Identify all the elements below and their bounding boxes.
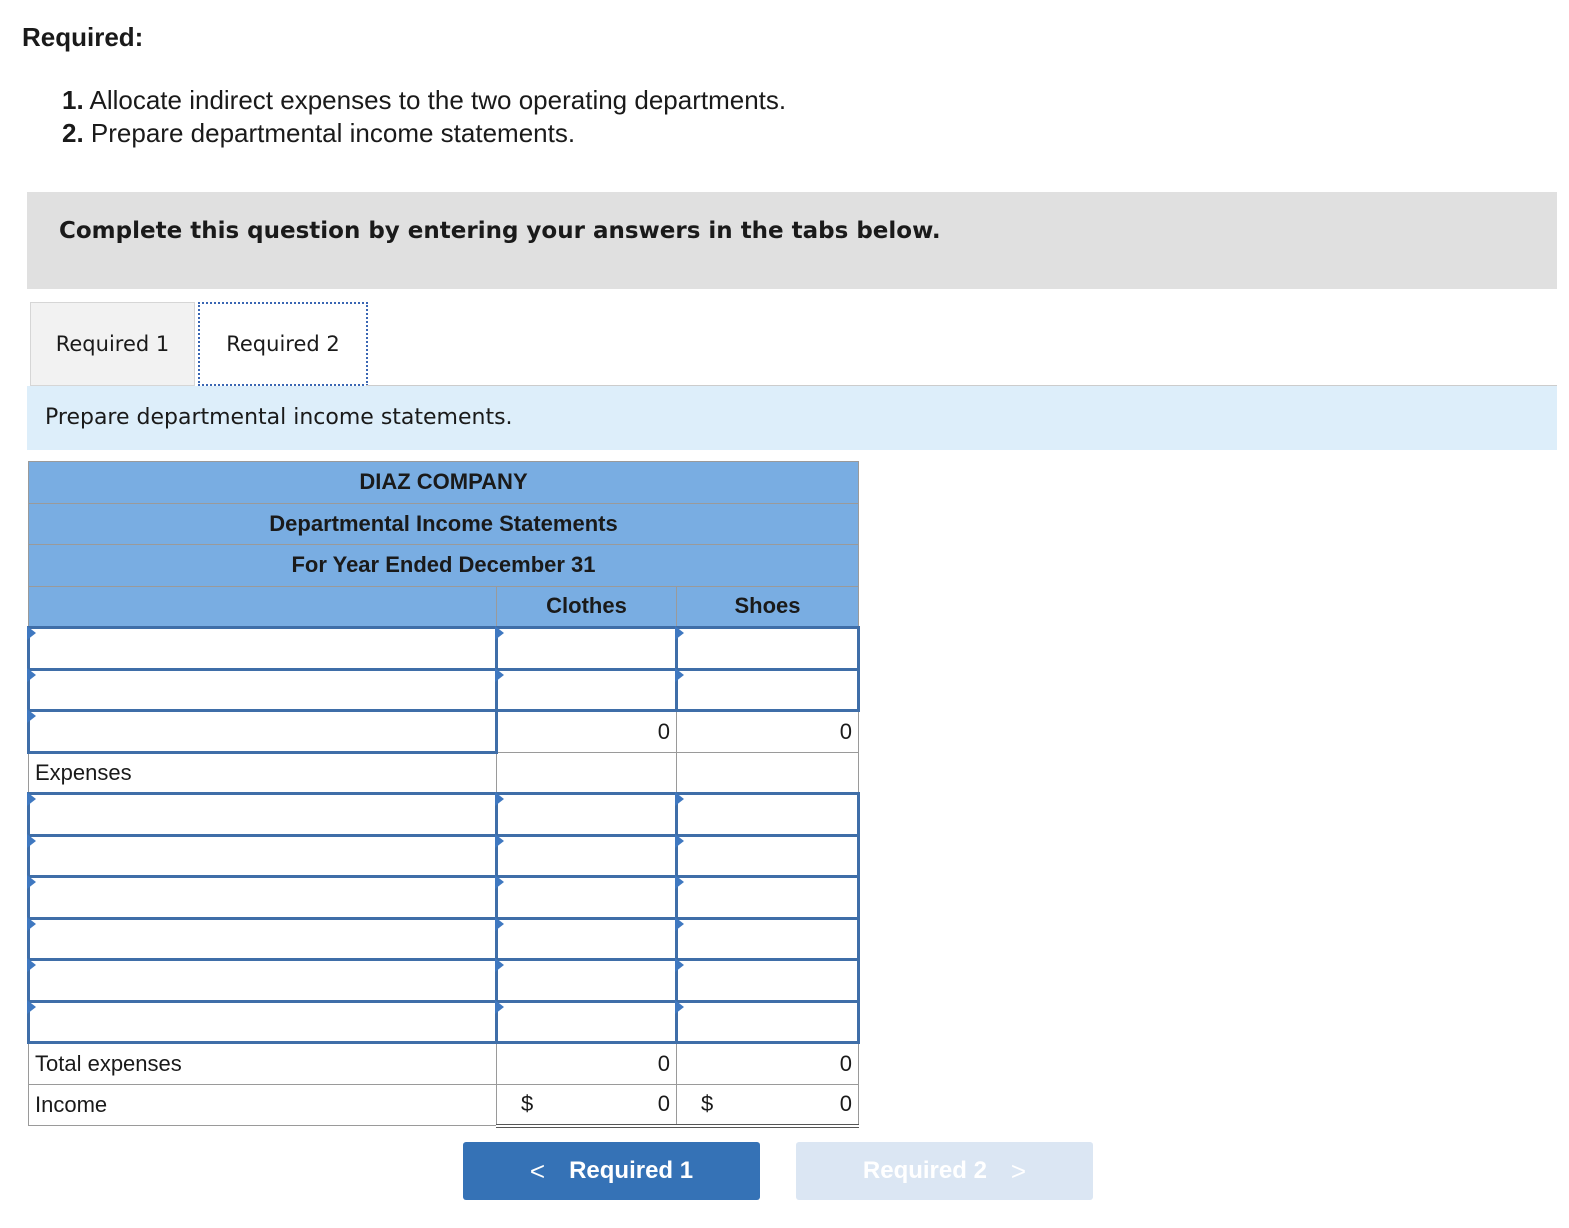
income-statement-table [27,461,860,1128]
empty-cell [497,752,677,794]
requirement-number: 2. [62,118,84,148]
shoes-income-value: 0 [839,1091,852,1116]
requirements-list [62,84,786,150]
expense-account-input[interactable] [36,920,489,959]
shoes-expense-input[interactable] [684,961,851,1000]
expense-account-cell[interactable] [29,918,497,960]
expense-account-input[interactable] [36,1003,489,1042]
requirement-text: Allocate indirect expenses to the two operating departments. [89,85,787,115]
income-row [29,1084,859,1126]
clothes-expense-cell[interactable] [497,960,677,1002]
account-input[interactable] [36,671,489,710]
shoes-amount-cell[interactable] [677,669,859,711]
statement-title: Departmental Income Statements [29,503,859,545]
account-select-cell[interactable] [29,711,497,753]
shoes-income [677,1084,859,1126]
clothes-expense-cell[interactable] [497,835,677,877]
tab-instruction-text: Prepare departmental income statements. [45,405,513,430]
account-select-cell[interactable] [29,628,497,670]
expense-account-input[interactable] [36,961,489,1000]
shoes-expense-input[interactable] [684,920,851,959]
tab-required-2[interactable]: Required 2 [198,302,368,386]
expense-account-cell[interactable] [29,835,497,877]
required-heading: Required: [22,22,144,52]
table-row [29,1001,859,1043]
expense-account-input[interactable] [36,878,489,917]
column-header-row [29,586,859,628]
shoes-expense-cell[interactable] [677,835,859,877]
header-row [29,462,859,504]
column-header-clothes: Clothes [497,586,677,628]
clothes-expense-input[interactable] [504,920,669,959]
clothes-expense-input[interactable] [504,795,669,834]
chevron-right-icon: > [1010,1155,1027,1186]
currency-symbol: $ [701,1091,714,1116]
requirement-number: 1. [62,85,84,115]
banner-text: Complete this question by entering your answers in the tabs below. [59,218,941,244]
table-row [29,835,859,877]
statement-period: For Year Ended December 31 [29,545,859,587]
shoes-expense-cell[interactable] [677,877,859,919]
clothes-expense-cell[interactable] [497,877,677,919]
clothes-income [497,1084,677,1126]
expenses-label-row [29,752,859,794]
shoes-amount-input[interactable] [684,629,851,668]
expense-account-input[interactable] [36,795,489,834]
clothes-total-expenses: 0 [497,1043,677,1085]
total-expenses-row [29,1043,859,1085]
next-required-2-button[interactable] [796,1142,1093,1200]
clothes-expense-cell[interactable] [497,918,677,960]
clothes-expense-cell[interactable] [497,1001,677,1043]
shoes-expense-input[interactable] [684,795,851,834]
shoes-expense-cell[interactable] [677,918,859,960]
shoes-expense-input[interactable] [684,878,851,917]
shoes-expense-input[interactable] [684,1003,851,1042]
table-row [29,960,859,1002]
table-row [29,794,859,836]
table-row [29,669,859,711]
shoes-expense-cell[interactable] [677,1001,859,1043]
income-label: Income [29,1084,497,1126]
table-row [29,628,859,670]
clothes-income-value: 0 [657,1091,670,1116]
requirement-item [62,117,786,150]
expenses-label: Expenses [29,752,497,794]
shoes-expense-cell[interactable] [677,794,859,836]
account-select-cell[interactable] [29,669,497,711]
table-row [29,877,859,919]
clothes-expense-input[interactable] [504,878,669,917]
tab-bar [30,302,368,386]
shoes-amount-cell[interactable] [677,628,859,670]
expense-account-cell[interactable] [29,1001,497,1043]
shoes-subtotal: 0 [677,711,859,753]
chevron-left-icon: < [529,1155,546,1186]
clothes-amount-input[interactable] [504,629,669,668]
empty-cell [677,752,859,794]
account-input[interactable] [36,712,489,751]
shoes-total-expenses: 0 [677,1043,859,1085]
header-row [29,503,859,545]
next-button-label: Required 2 [862,1157,987,1184]
tab-instruction-bar [27,386,1557,450]
clothes-expense-input[interactable] [504,961,669,1000]
clothes-expense-input[interactable] [504,837,669,876]
currency-symbol: $ [521,1091,534,1116]
clothes-amount-input[interactable] [504,671,669,710]
expense-account-cell[interactable] [29,960,497,1002]
expense-account-cell[interactable] [29,877,497,919]
tab-required-1[interactable]: Required 1 [30,302,195,386]
table-row [29,918,859,960]
company-name: DIAZ COMPANY [29,462,859,504]
account-input[interactable] [36,629,489,668]
requirement-item [62,84,786,117]
expense-account-input[interactable] [36,837,489,876]
expense-account-cell[interactable] [29,794,497,836]
table-row [29,711,859,753]
header-row [29,545,859,587]
clothes-subtotal: 0 [497,711,677,753]
total-expenses-label: Total expenses [29,1043,497,1085]
clothes-amount-cell[interactable] [497,669,677,711]
clothes-expense-cell[interactable] [497,794,677,836]
shoes-expense-cell[interactable] [677,960,859,1002]
clothes-amount-cell[interactable] [497,628,677,670]
shoes-amount-input[interactable] [684,671,851,710]
shoes-expense-input[interactable] [684,837,851,876]
blank-header-cell [29,586,497,628]
column-header-shoes: Shoes [677,586,859,628]
requirement-text: Prepare departmental income statements. [90,118,576,148]
prev-required-1-button[interactable] [463,1142,760,1200]
clothes-expense-input[interactable] [504,1003,669,1042]
prev-button-label: Required 1 [569,1157,694,1184]
instruction-banner [27,192,1557,289]
